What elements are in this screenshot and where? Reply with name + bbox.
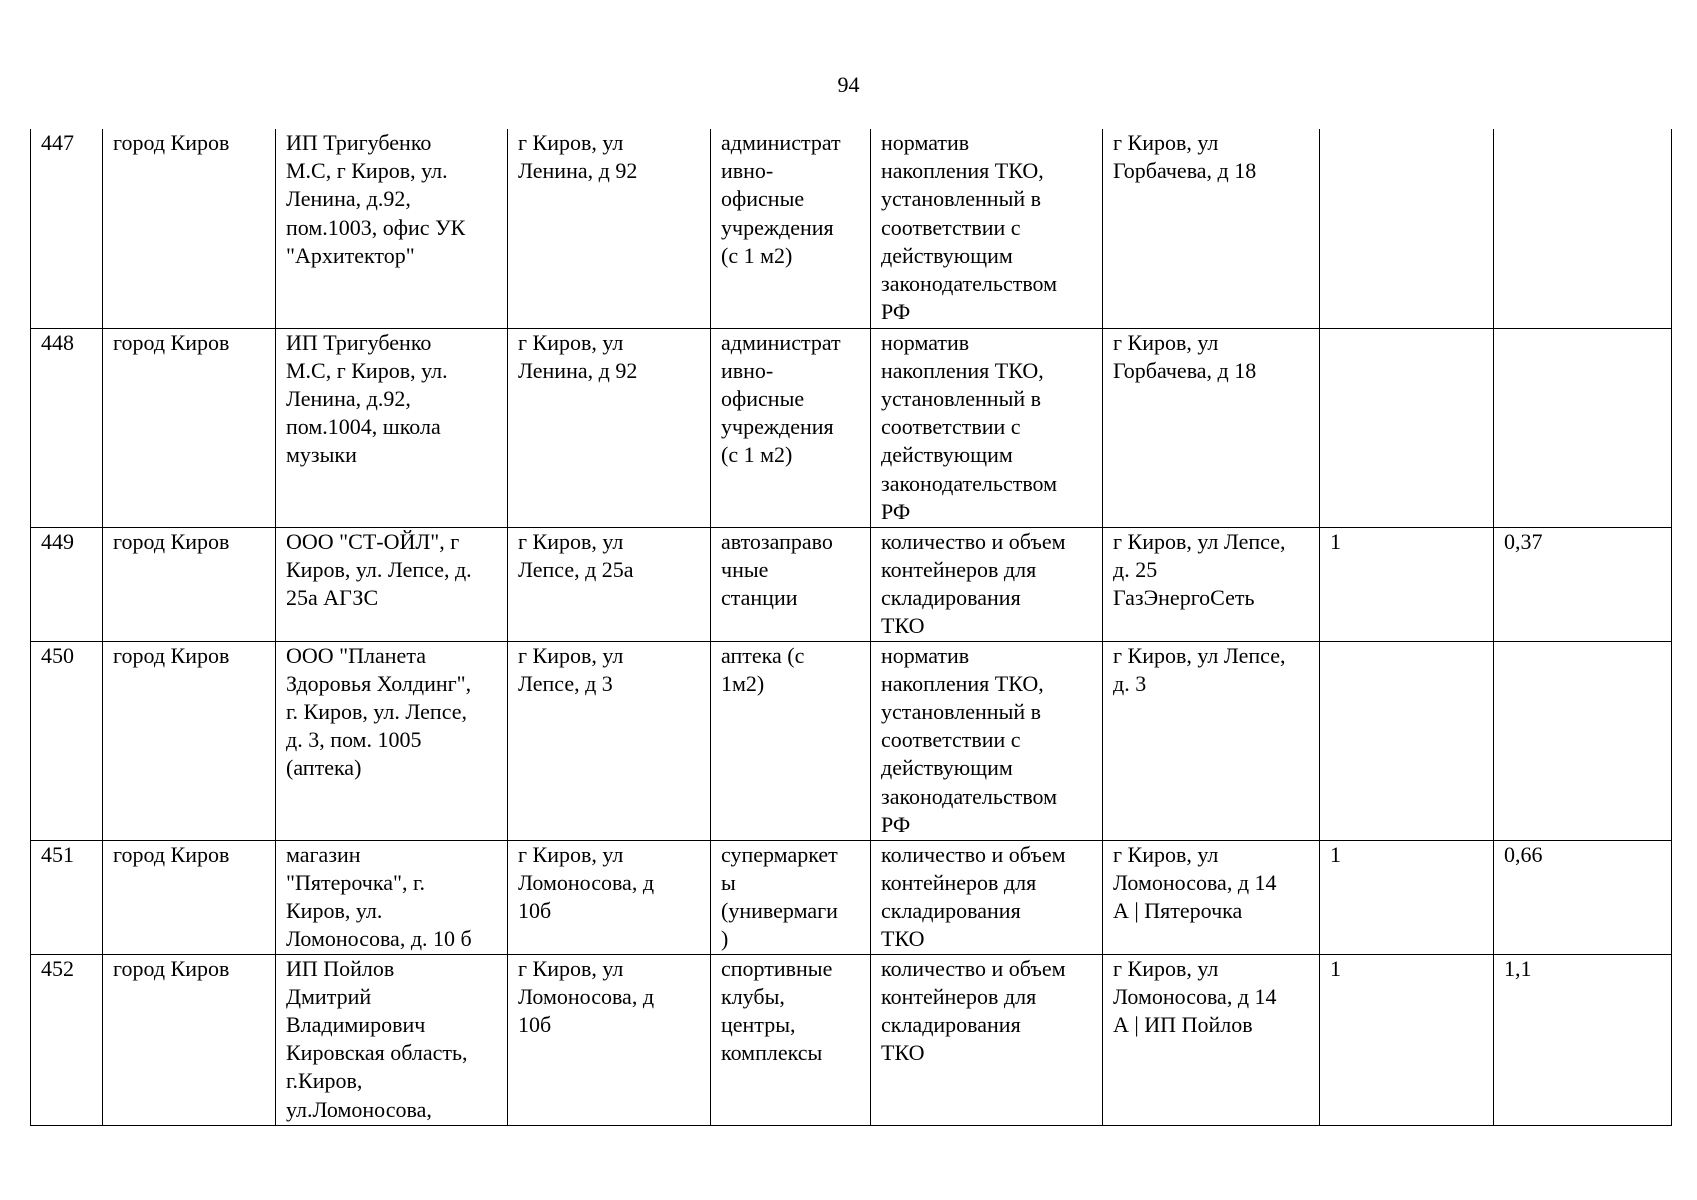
address-cell bbox=[508, 328, 711, 527]
accounting-method: количество и объем контейнеров для складирования ТКО bbox=[881, 955, 1066, 1066]
row-number-cell bbox=[31, 641, 103, 840]
accounting-method: норматив накопления ТКО, установленный в соответствии с действующим законодательством РФ bbox=[881, 642, 1058, 837]
volume-cell bbox=[1494, 641, 1672, 840]
municipality: город Киров bbox=[113, 642, 230, 668]
source-cell bbox=[276, 641, 508, 840]
method-cell bbox=[871, 840, 1103, 954]
row-number: 449 bbox=[41, 528, 74, 554]
municipality: город Киров bbox=[113, 841, 230, 867]
container-volume: 0,66 bbox=[1504, 841, 1543, 867]
waste-source: ИП Тригубенко М.С, г Киров, ул. Ленина, д.92, пом.1003, офис УК "Архитектор" bbox=[286, 130, 466, 268]
site-cell bbox=[1103, 129, 1320, 328]
municipality-cell bbox=[103, 641, 276, 840]
method-cell bbox=[871, 954, 1103, 1125]
table-body bbox=[31, 129, 1672, 1125]
table-row bbox=[31, 129, 1672, 328]
address-cell bbox=[508, 527, 711, 641]
method-cell bbox=[871, 129, 1103, 328]
volume-cell bbox=[1494, 840, 1672, 954]
collection-site: г Киров, ул Лепсе, д. 25 ГазЭнергоСеть bbox=[1113, 528, 1286, 610]
waste-source: ИП Тригубенко М.С, г Киров, ул. Ленина, д.92, пом.1004, школа музыки bbox=[286, 329, 448, 468]
collection-site: г Киров, ул Горбачева, д 18 bbox=[1113, 130, 1257, 184]
site-cell bbox=[1103, 527, 1320, 641]
row-number-cell bbox=[31, 527, 103, 641]
municipality: город Киров bbox=[113, 528, 230, 554]
collection-site: г Киров, ул Ломоносова, д 14 А | ИП Пойлов bbox=[1113, 955, 1277, 1037]
object-category: аптека (с 1м2) bbox=[721, 642, 805, 696]
object-category: супермаркет ы (универмаги ) bbox=[721, 841, 838, 952]
waste-source: ИП Пойлов Дмитрий Владимирович Кировская область, г.Киров, ул.Ломоносова, bbox=[286, 955, 468, 1122]
method-cell bbox=[871, 527, 1103, 641]
waste-source: магазин "Пятерочка", г. Киров, ул. Ломоносова, д. 10 б bbox=[286, 841, 472, 952]
row-number-cell bbox=[31, 840, 103, 954]
collection-site: г Киров, ул Ломоносова, д 14 А | Пятерочка bbox=[1113, 841, 1277, 923]
category-cell bbox=[711, 527, 871, 641]
municipality-cell bbox=[103, 527, 276, 641]
source-address: г Киров, ул Ломоносова, д 10б bbox=[518, 955, 655, 1037]
municipality-cell bbox=[103, 129, 276, 328]
row-number-cell bbox=[31, 328, 103, 527]
municipality-cell bbox=[103, 954, 276, 1125]
object-category: автозаправо чные станции bbox=[721, 528, 833, 610]
address-cell bbox=[508, 129, 711, 328]
address-cell bbox=[508, 840, 711, 954]
source-address: г Киров, ул Ленина, д 92 bbox=[518, 329, 638, 383]
volume-cell bbox=[1494, 129, 1672, 328]
container-count: 1 bbox=[1330, 955, 1341, 981]
containers-cell bbox=[1320, 527, 1494, 641]
category-cell bbox=[711, 840, 871, 954]
volume-cell bbox=[1494, 527, 1672, 641]
municipality-cell bbox=[103, 840, 276, 954]
category-cell bbox=[711, 954, 871, 1125]
row-number: 450 bbox=[41, 642, 74, 668]
object-category: спортивные клубы, центры, комплексы bbox=[721, 955, 833, 1066]
source-address: г Киров, ул Лепсе, д 3 bbox=[518, 642, 624, 696]
container-count: 1 bbox=[1330, 841, 1341, 867]
table-row bbox=[31, 328, 1672, 527]
method-cell bbox=[871, 641, 1103, 840]
container-count: 1 bbox=[1330, 528, 1341, 554]
volume-cell bbox=[1494, 954, 1672, 1125]
row-number: 448 bbox=[41, 329, 74, 355]
table-row bbox=[31, 641, 1672, 840]
municipality: город Киров bbox=[113, 130, 230, 155]
table-row bbox=[31, 840, 1672, 954]
volume-cell bbox=[1494, 328, 1672, 527]
source-address: г Киров, ул Ленина, д 92 bbox=[518, 130, 638, 184]
waste-sources-table bbox=[30, 129, 1672, 1126]
container-volume: 1,1 bbox=[1504, 955, 1532, 981]
source-cell bbox=[276, 328, 508, 527]
site-cell bbox=[1103, 641, 1320, 840]
source-cell bbox=[276, 527, 508, 641]
row-number-cell bbox=[31, 954, 103, 1125]
collection-site: г Киров, ул Лепсе, д. 3 bbox=[1113, 642, 1286, 696]
source-cell bbox=[276, 954, 508, 1125]
table-row bbox=[31, 954, 1672, 1125]
category-cell bbox=[711, 129, 871, 328]
accounting-method: количество и объем контейнеров для складирования ТКО bbox=[881, 841, 1066, 952]
accounting-method: норматив накопления ТКО, установленный в соответствии с действующим законодательством РФ bbox=[881, 130, 1058, 325]
municipality: город Киров bbox=[113, 329, 230, 355]
source-cell bbox=[276, 840, 508, 954]
waste-source: ООО "СТ-ОЙЛ", г Киров, ул. Лепсе, д. 25а АГЗС bbox=[286, 528, 472, 610]
method-cell bbox=[871, 328, 1103, 527]
address-cell bbox=[508, 954, 711, 1125]
municipality-cell bbox=[103, 328, 276, 527]
containers-cell bbox=[1320, 840, 1494, 954]
table-row bbox=[31, 527, 1672, 641]
site-cell bbox=[1103, 954, 1320, 1125]
row-number: 447 bbox=[41, 130, 74, 155]
site-cell bbox=[1103, 328, 1320, 527]
accounting-method: количество и объем контейнеров для складирования ТКО bbox=[881, 528, 1066, 639]
row-number-cell bbox=[31, 129, 103, 328]
source-address: г Киров, ул Ломоносова, д 10б bbox=[518, 841, 655, 923]
category-cell bbox=[711, 641, 871, 840]
row-number: 451 bbox=[41, 841, 74, 867]
accounting-method: норматив накопления ТКО, установленный в соответствии с действующим законодательством РФ bbox=[881, 329, 1058, 524]
container-volume: 0,37 bbox=[1504, 528, 1543, 554]
collection-site: г Киров, ул Горбачева, д 18 bbox=[1113, 329, 1257, 383]
object-category: администрат ивно- офисные учреждения (с 1 м2) bbox=[721, 130, 841, 268]
containers-cell bbox=[1320, 328, 1494, 527]
waste-source: ООО "Планета Здоровья Холдинг", г. Киров, ул. Лепсе, д. 3, пом. 1005 (аптека) bbox=[286, 642, 472, 781]
object-category: администрат ивно- офисные учреждения (с 1 м2) bbox=[721, 329, 841, 468]
row-number: 452 bbox=[41, 955, 74, 981]
address-cell bbox=[508, 641, 711, 840]
source-cell bbox=[276, 129, 508, 328]
containers-cell bbox=[1320, 129, 1494, 328]
containers-cell bbox=[1320, 641, 1494, 840]
containers-cell bbox=[1320, 954, 1494, 1125]
site-cell bbox=[1103, 840, 1320, 954]
source-address: г Киров, ул Лепсе, д 25а bbox=[518, 528, 634, 582]
page-number: 94 bbox=[837, 72, 860, 97]
category-cell bbox=[711, 328, 871, 527]
municipality: город Киров bbox=[113, 955, 230, 981]
